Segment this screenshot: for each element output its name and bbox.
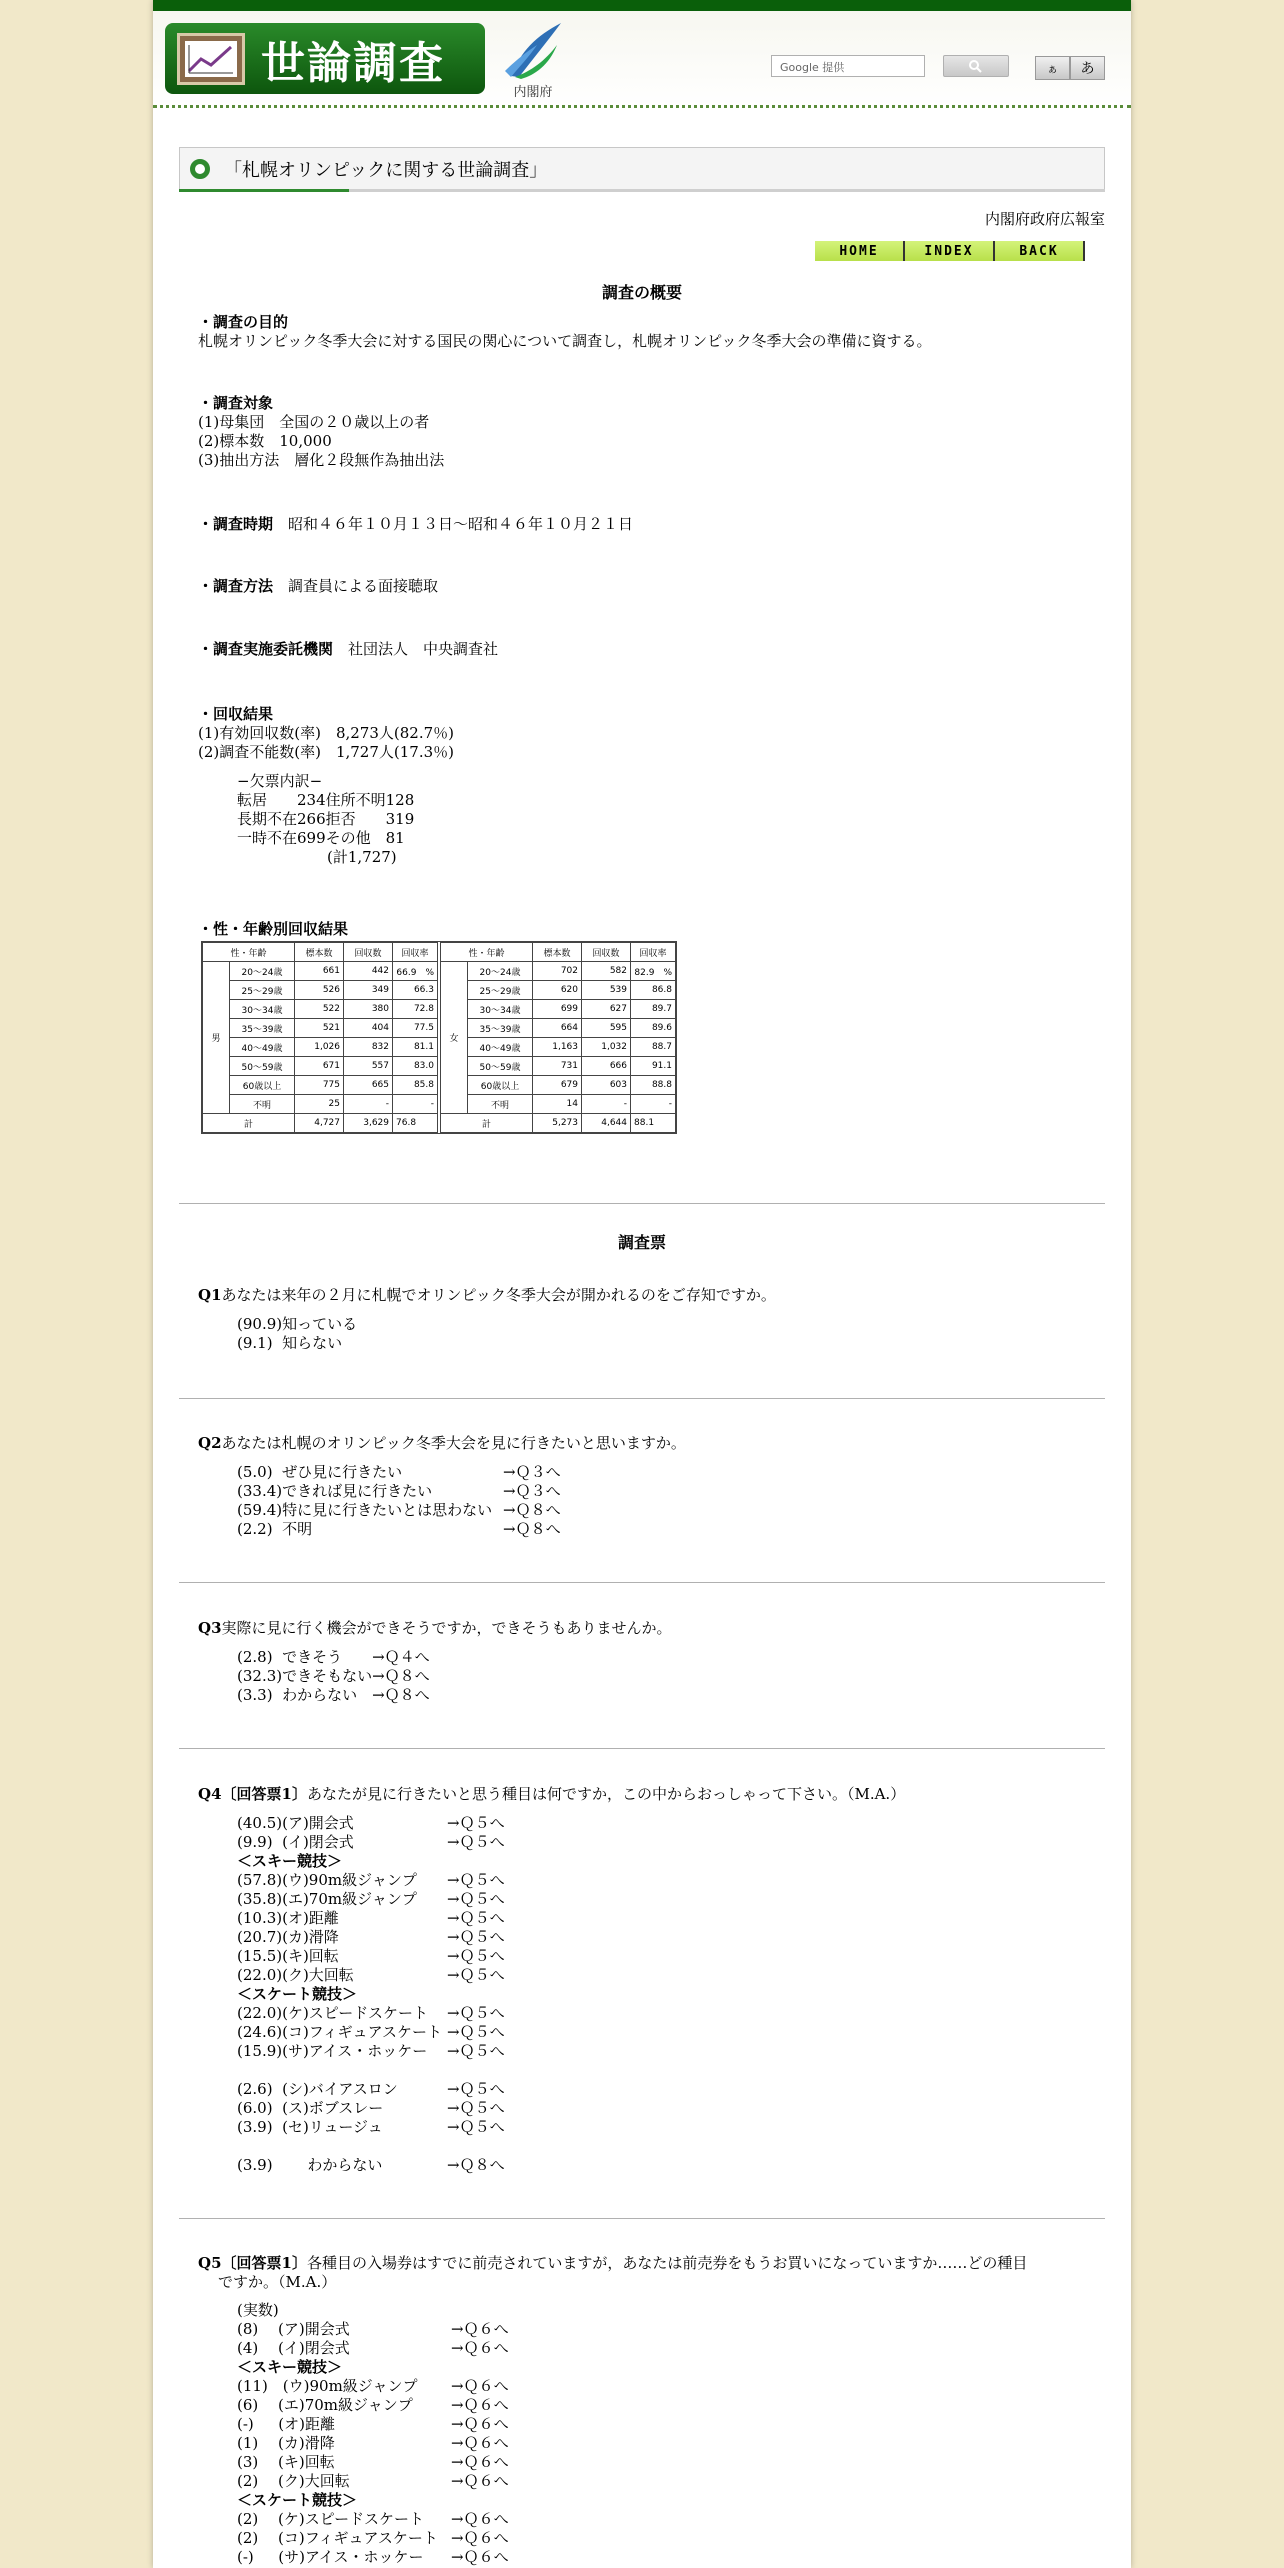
age-table-container (201, 941, 677, 1134)
page-title: 「札幌オリンピックに関する世論調査」 (224, 160, 548, 181)
table-cell: 14 (533, 1095, 582, 1114)
table-cell: 1,032 (582, 1038, 631, 1057)
table-row (441, 1038, 676, 1057)
table-header: 回収率 (631, 943, 676, 962)
table-cell: 664 (533, 1019, 582, 1038)
table-cell: 91.1 (631, 1057, 676, 1076)
nav-home[interactable]: HOME (815, 241, 905, 261)
table-cell: 60歳以上 (468, 1076, 533, 1095)
table-cell: 1,163 (533, 1038, 582, 1057)
q2-options (237, 1463, 637, 1539)
table-cell: 35〜39歳 (230, 1019, 295, 1038)
table-cell: 20〜24歳 (230, 962, 295, 981)
breakdown-line: (計1,727) (237, 848, 397, 866)
divider (179, 2218, 1105, 2219)
option: (15.9)(サ)アイス・ホッケー →Ｑ５へ (237, 2042, 505, 2060)
age-label: ・性・年齢別回収結果 (198, 920, 349, 938)
table-cell: 35〜39歳 (468, 1019, 533, 1038)
agency-name: 内閣府 (513, 85, 553, 100)
table-cell: 50〜59歳 (230, 1057, 295, 1076)
method-label: ・調査方法 (198, 577, 274, 595)
table-cell: 50〜59歳 (468, 1057, 533, 1076)
search-input[interactable]: Google 提供 (771, 55, 925, 77)
table-row (203, 981, 438, 1000)
table-row (441, 1095, 676, 1114)
target-label: ・調査対象 (198, 394, 274, 412)
target-line: (1)母集団 全国の２０歳以上の者 (198, 413, 430, 431)
breakdown-line: 一時不在699その他 81 (237, 829, 405, 847)
table-row (441, 1057, 676, 1076)
sex-label: 女 (441, 962, 468, 1114)
table-cell: 66.3 (393, 981, 438, 1000)
option: (2) (ケ)スピードスケート →Ｑ６へ (237, 2510, 509, 2528)
q1-text: Q1あなたは来年の２月に札幌でオリンピック冬季大会が開かれるのをご存知ですか。 (198, 1286, 776, 1304)
option: (35.8)(エ)70m級ジャンプ →Ｑ５へ (237, 1890, 505, 1908)
option: (33.4)できれば見に行きたい →Ｑ３へ (237, 1482, 561, 1500)
option: ＜スキー競技＞ (237, 2358, 343, 2376)
table-cell: 699 (533, 1000, 582, 1019)
agency-text: 社団法人 中央調査社 (348, 640, 499, 658)
option: (5.0) ぜひ見に行きたい →Ｑ３へ (237, 1463, 561, 1481)
age-table-female (440, 942, 676, 1133)
option: (22.0)(ケ)スピードスケート →Ｑ５へ (237, 2004, 505, 2022)
table-cell: 526 (295, 981, 344, 1000)
divider (179, 1748, 1105, 1749)
period-text: 昭和４６年１０月１３日〜昭和４６年１０月２１日 (288, 515, 634, 533)
option: (40.5)(ア)開会式 →Ｑ５へ (237, 1814, 505, 1832)
table-cell: 60歳以上 (230, 1076, 295, 1095)
option: (15.5)(キ)回転 →Ｑ５へ (237, 1947, 505, 1965)
method-text: 調査員による面接聴取 (288, 577, 439, 595)
table-cell: 不明 (230, 1095, 295, 1114)
table-header: 回収数 (344, 943, 393, 962)
option: (1) (カ)滑降 →Ｑ６へ (237, 2434, 509, 2452)
table-cell: 4,644 (582, 1114, 631, 1133)
table-cell: - (631, 1095, 676, 1114)
table-header: 性・年齢 (203, 943, 295, 962)
site-logo[interactable] (165, 23, 485, 94)
option (237, 2137, 637, 2156)
table-cell: 522 (295, 1000, 344, 1019)
option: ＜スケート競技＞ (237, 2491, 358, 2509)
table-header: 回収数 (582, 943, 631, 962)
survey-title-box (179, 147, 1105, 191)
option: (22.0)(ク)大回転 →Ｑ５へ (237, 1966, 505, 1984)
cabinet-office-logo[interactable] (498, 21, 568, 101)
table-cell: 521 (295, 1019, 344, 1038)
table-cell: 25〜29歳 (468, 981, 533, 1000)
publisher: 内閣府政府広報室 (984, 210, 1105, 228)
questionnaire-heading: 調査票 (617, 1233, 666, 1252)
header (153, 11, 1131, 107)
table-cell: 81.1 (393, 1038, 438, 1057)
option: (2) (コ)フィギュアスケート →Ｑ６へ (237, 2529, 509, 2547)
option: (9.1) 知らない (237, 1334, 343, 1352)
table-cell: 603 (582, 1076, 631, 1095)
table-cell: 25 (295, 1095, 344, 1114)
table-row (203, 1019, 438, 1038)
option: (10.3)(オ)距離 →Ｑ５へ (237, 1909, 505, 1927)
option: (2) (ク)大回転 →Ｑ６へ (237, 2472, 509, 2490)
option: (24.6)(コ)フィギュアスケート →Ｑ５へ (237, 2023, 505, 2041)
table-cell: 25〜29歳 (230, 981, 295, 1000)
q5-text: Q5〔回答票1〕各種目の入場券はすでに前売されていますが，あなたは前売券をもうお買いになっていますか……どの種目 (198, 2254, 1028, 2272)
option: (3.3) わからない →Ｑ８へ (237, 1686, 430, 1704)
overview-heading: 調査の概要 (601, 283, 682, 302)
table-header: 回収率 (393, 943, 438, 962)
table-row (203, 1076, 438, 1095)
sex-label: 男 (203, 962, 230, 1114)
option: (6.0) (ス)ボブスレー →Ｑ５へ (237, 2099, 505, 2117)
option: (3) (キ)回転 →Ｑ６へ (237, 2453, 509, 2471)
q2-text: Q2あなたは札幌のオリンピック冬季大会を見に行きたいと思いますか。 (198, 1434, 686, 1452)
option: ＜スキー競技＞ (237, 1852, 343, 1870)
table-cell: 661 (295, 962, 344, 981)
table-cell: 76.8 (393, 1114, 438, 1133)
table-cell: 620 (533, 981, 582, 1000)
result-line: (1)有効回収数(率) 8,273人(82.7％) (198, 724, 454, 742)
font-small-button[interactable]: ぁ (1035, 56, 1070, 80)
table-row (203, 962, 438, 981)
agency-label: ・調査実施委託機関 (198, 640, 334, 658)
option: (3.9) わからない →Ｑ８へ (237, 2156, 505, 2174)
option (237, 2061, 637, 2080)
divider (179, 1582, 1105, 1583)
target-line: (2)標本数 10,000 (198, 432, 332, 450)
option: (9.9) (イ)閉会式 →Ｑ５へ (237, 1833, 505, 1851)
option: (3.9) (セ)リュージュ →Ｑ５へ (237, 2118, 505, 2136)
option: (11) (ウ)90m級ジャンプ →Ｑ６へ (237, 2377, 509, 2395)
table-cell: 40〜49歳 (230, 1038, 295, 1057)
table-cell: 349 (344, 981, 393, 1000)
table-cell: 702 (533, 962, 582, 981)
purpose-label: ・調査の目的 (198, 313, 289, 331)
font-size-controls (1035, 56, 1105, 80)
option: (2.2) 不明 →Ｑ８へ (237, 1520, 561, 1538)
q4-text: Q4〔回答票1〕あなたが見に行きたいと思う種目は何ですか，この中からおっしゃって下さい。（M.A.） (198, 1785, 906, 1803)
total-label: 計 (203, 1114, 295, 1133)
option: (6) (エ)70m級ジャンプ →Ｑ６へ (237, 2396, 509, 2414)
breakdown-line: 転居 234住所不明128 (237, 791, 415, 809)
table-cell: 832 (344, 1038, 393, 1057)
table-cell: 557 (344, 1057, 393, 1076)
table-cell: 88.1 (631, 1114, 676, 1133)
table-cell: 404 (344, 1019, 393, 1038)
table-header: 標本数 (533, 943, 582, 962)
table-cell: 20〜24歳 (468, 962, 533, 981)
option: (32.3)できそもない→Ｑ８へ (237, 1667, 430, 1685)
table-cell: 582 (582, 962, 631, 981)
table-cell: 86.8 (631, 981, 676, 1000)
option: (実数) (237, 2301, 279, 2319)
breakdown-line: −欠票内訳− (237, 772, 323, 790)
divider (179, 1203, 1105, 1204)
top-bar (153, 0, 1131, 11)
table-row (441, 1076, 676, 1095)
table-cell: 775 (295, 1076, 344, 1095)
breakdown-line: 長期不在266拒否 319 (237, 810, 415, 828)
option: (8) (ア)開会式 →Ｑ６へ (237, 2320, 509, 2338)
total-label: 計 (441, 1114, 533, 1133)
table-cell: 1,026 (295, 1038, 344, 1057)
q5-options (237, 2301, 637, 2567)
table-cell: 77.5 (393, 1019, 438, 1038)
purpose-text: 札幌オリンピック冬季大会に対する国民の関心について調査し，札幌オリンピック冬季大会の準備に資する。 (198, 332, 932, 350)
table-row (441, 981, 676, 1000)
logo-text: 世論調査 (261, 37, 445, 89)
q3-options (237, 1648, 430, 1705)
search-button[interactable] (943, 55, 1009, 77)
option: (2.6) (シ)バイアスロン →Ｑ５へ (237, 2080, 505, 2098)
table-cell: 72.8 (393, 1000, 438, 1019)
result-label: ・回収結果 (198, 705, 274, 723)
circle-bullet-icon (190, 159, 210, 179)
table-cell: 595 (582, 1019, 631, 1038)
header-divider (153, 105, 1131, 108)
table-row (441, 1019, 676, 1038)
table-header: 性・年齢 (441, 943, 533, 962)
table-cell: 671 (295, 1057, 344, 1076)
table-cell: 666 (582, 1057, 631, 1076)
table-cell: 66.9 % (393, 962, 438, 981)
table-cell: 442 (344, 962, 393, 981)
option: ＜スケート競技＞ (237, 1985, 358, 2003)
table-cell: 4,727 (295, 1114, 344, 1133)
table-cell: - (393, 1095, 438, 1114)
table-cell: 5,273 (533, 1114, 582, 1133)
table-row (203, 1095, 438, 1114)
option: (57.8)(ウ)90m級ジャンプ →Ｑ５へ (237, 1871, 505, 1889)
page (153, 0, 1131, 2568)
chart-icon (177, 33, 245, 85)
nav-bar (815, 241, 1085, 261)
table-cell: 627 (582, 1000, 631, 1019)
age-table-male (202, 942, 438, 1133)
table-cell: 不明 (468, 1095, 533, 1114)
table-cell: 3,629 (344, 1114, 393, 1133)
table-cell: 30〜34歳 (230, 1000, 295, 1019)
table-cell: 88.8 (631, 1076, 676, 1095)
table-cell: - (344, 1095, 393, 1114)
table-cell: 539 (582, 981, 631, 1000)
table-cell: 731 (533, 1057, 582, 1076)
search-icon (944, 56, 1008, 76)
q1-options (237, 1315, 357, 1353)
font-large-button[interactable]: あ (1070, 56, 1105, 80)
option: (2.8) できそう →Ｑ４へ (237, 1648, 430, 1666)
table-cell: 665 (344, 1076, 393, 1095)
nav-index[interactable]: INDEX (905, 241, 995, 261)
target-line: (3)抽出方法 層化２段無作為抽出法 (198, 451, 445, 469)
option: (4) (イ)閉会式 →Ｑ６へ (237, 2339, 509, 2357)
table-row (441, 1000, 676, 1019)
table-row (441, 962, 676, 981)
table-cell: 40〜49歳 (468, 1038, 533, 1057)
option: (20.7)(カ)滑降 →Ｑ５へ (237, 1928, 505, 1946)
option: (-) (オ)距離 →Ｑ６へ (237, 2415, 509, 2433)
table-cell: 83.0 (393, 1057, 438, 1076)
period-label: ・調査時期 (198, 515, 274, 533)
breakdown (237, 772, 414, 867)
table-cell: 679 (533, 1076, 582, 1095)
table-row (203, 1038, 438, 1057)
result-line: (2)調査不能数(率) 1,727人(17.3％) (198, 743, 454, 761)
q5-text-cont: ですか。（M.A.） (218, 2273, 337, 2291)
table-cell: 82.9 % (631, 962, 676, 981)
option: (59.4)特に見に行きたいとは思わない →Ｑ８へ (237, 1501, 561, 1519)
table-cell: 89.6 (631, 1019, 676, 1038)
table-cell: 85.8 (393, 1076, 438, 1095)
table-row (203, 1057, 438, 1076)
table-cell: - (582, 1095, 631, 1114)
q4-options (237, 1814, 637, 2175)
option: (90.9)知っている (237, 1315, 358, 1333)
table-header: 標本数 (295, 943, 344, 962)
table-cell: 88.7 (631, 1038, 676, 1057)
table-row (203, 1000, 438, 1019)
table-cell: 30〜34歳 (468, 1000, 533, 1019)
table-cell: 89.7 (631, 1000, 676, 1019)
q3-text: Q3実際に見に行く機会ができそうですか，できそうもありませんか。 (198, 1619, 672, 1637)
table-cell: 380 (344, 1000, 393, 1019)
option: (-) (サ)アイス・ホッケー →Ｑ６へ (237, 2548, 509, 2566)
nav-back[interactable]: BACK (995, 241, 1085, 261)
divider (179, 1398, 1105, 1399)
